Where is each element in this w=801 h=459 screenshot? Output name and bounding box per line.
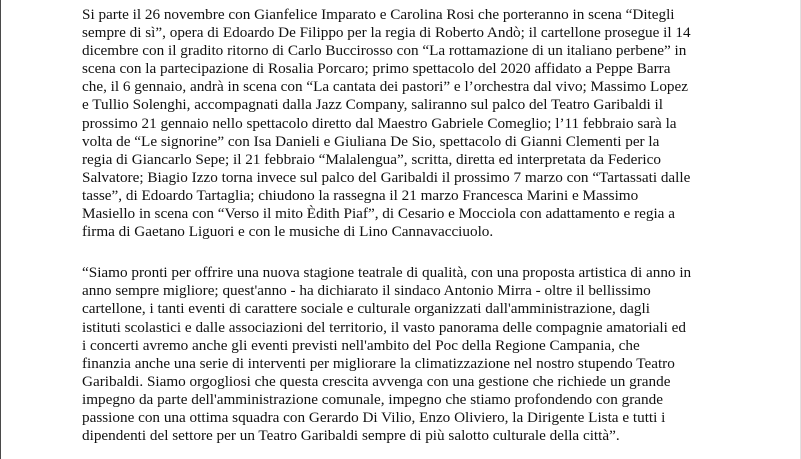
text-line: volta de “Le signorine” con Isa Danieli e Giuliana De Sio, spettacolo di Gianni Clementi per la [82, 132, 660, 150]
paragraph-mayor-quote [82, 264, 727, 445]
text-line: cartellone, i tanti eventi di carattere sociale e culturale organizzati dall'amministrazione, dagli [82, 300, 650, 318]
article-body [82, 6, 727, 445]
text-line: passione con una ottima squadra con Gerardo Di Vilio, Enzo Oliviero, la Dirigente Lista e tutti i [82, 408, 666, 426]
text-line: regia di Giancarlo Sepe; il 21 febbraio “Malalengua”, scritta, diretta ed interpretata da Federico [82, 150, 661, 168]
text-line: dipendenti del settore per un Teatro Garibaldi sempre di più salotto culturale della città”. [82, 427, 620, 445]
paragraph-season-program [82, 6, 727, 241]
text-line: scena con la partecipazione di Rosalia Porcaro; primo spettacolo del 2020 affidato a Peppe Barra [82, 60, 671, 78]
text-line: dicembre con il gradito ritorno di Carlo Buccirosso con “La rottamazione di un italiano perbene” in [82, 42, 687, 60]
left-border-line [0, 0, 1, 459]
text-line: istituti scolastici e dalle associazioni del territorio, il vasto panorama delle compagnie amatoriali ed [82, 318, 686, 336]
text-line: i concerti avremo anche gli eventi previsti nell'ambito del Poc della Regione Campania, che [82, 336, 640, 354]
text-line: tasse”, di Edoardo Tartaglia; chiudono la rassegna il 21 marzo Francesca Marini e Massimo [82, 186, 639, 204]
text-line: Masiello in scena con “Verso il mito Èdith Piaf”, di Cesario e Mocciola con adattamento e regia a [82, 205, 675, 223]
text-line: prossimo 21 gennaio nello spettacolo diretto dal Maestro Gabriele Comeglio; l’11 febbraio sarà la [82, 114, 677, 132]
text-line: Garibaldi. Siamo orgogliosi che questa crescita avvenga con una gestione che richiede un grande [82, 372, 671, 390]
text-line: che, il 6 gennaio, andrà in scena con “La cantata dei pastori” e l’orchestra dal vivo; Massimo Lopez [82, 78, 688, 96]
text-line: impegno da parte dell'amministrazione comunale, impegno che stiamo profondendo con grande [82, 390, 663, 408]
text-line: sempre di sì”, opera di Edoardo De Filippo per la regia di Roberto Andò; il cartellone prosegue il 14 [82, 24, 691, 42]
text-line: finanzia anche una serie di interventi per migliorare la climatizzazione nel nostro stupendo Teatro [82, 354, 675, 372]
text-line: “Siamo pronti per offrire una nuova stagione teatrale di qualità, con una proposta artistica di anno in [82, 264, 692, 282]
text-line: firma di Gaetano Liguori e con le musiche di Lino Cannavacciuolo. [82, 223, 494, 241]
text-line: e Tullio Solenghi, accompagnati dalla Jazz Company, saliranno sul palco del Teatro Garibaldi il [82, 96, 663, 114]
text-line: Salvatore; Biagio Izzo torna invece sul palco del Garibaldi il prossimo 7 marzo con “Tartassati dalle [82, 168, 691, 186]
text-line: anno sempre migliore; quest'anno - ha dichiarato il sindaco Antonio Mirra - oltre il bellissimo [82, 282, 651, 300]
text-line: Si parte il 26 novembre con Gianfelice Imparato e Carolina Rosi che porteranno in scena “Ditegli [82, 6, 675, 23]
